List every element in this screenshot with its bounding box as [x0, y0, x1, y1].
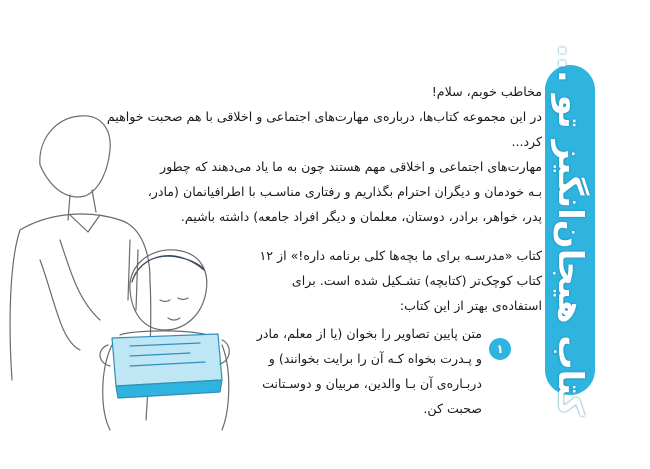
book-info-line: استفاده‌ی بهتر از این کتاب:: [399, 298, 542, 313]
book-info-line: کتاب «مدرسـه برای ما بچه‌ها کلی برنامه داره!» از ۱۲: [259, 248, 542, 263]
step1-line: و پـدرت بخواه کـه آن را برایت بخوانند) و: [268, 351, 482, 366]
step1-paragraph: [256, 321, 482, 421]
intro-line: پدر، خواهر، برادر، دوستان، معلمان و دیگر افراد جامعه) داشته باشیم.: [180, 209, 542, 224]
step1-line: دربـاره‌ی آن بـا والدین، مربیان و دوسـتانت: [262, 376, 482, 391]
step-number-badge: ۱: [489, 338, 511, 360]
intro-line: در این مجموعه کتاب‌ها، درباره‌ی مهارت‌های اجتماعی و اخلاقی با هم صحبت خواهیم: [106, 109, 542, 124]
sidebar-title: کتاب هیجان‌انگیز تو ...: [550, 44, 590, 416]
book-info-line: کتاب کوچک‌تر (کتابچه) تشـکیل شده است. برای: [291, 273, 542, 288]
intro-line: کرد...: [511, 134, 542, 149]
intro-paragraph: [102, 79, 542, 229]
intro-line: بـه خودمان و دیگران احترام بگذاریم و رفتاری مناسـب با اطرافیانمان (مادر،: [147, 184, 542, 199]
intro-line: مخاطب خوبم، سلام!: [431, 84, 542, 99]
step1-line: صحبت کن.: [423, 401, 482, 416]
intro-line: مهارت‌های اجتماعی و اخلاقی مهم هستند چون به ما یاد می‌دهند که چطور: [159, 159, 542, 174]
step1-line: متن پایین تصاویر را بخوان (یا از معلم، مادر: [256, 326, 482, 341]
book-info-paragraph: [259, 243, 542, 318]
